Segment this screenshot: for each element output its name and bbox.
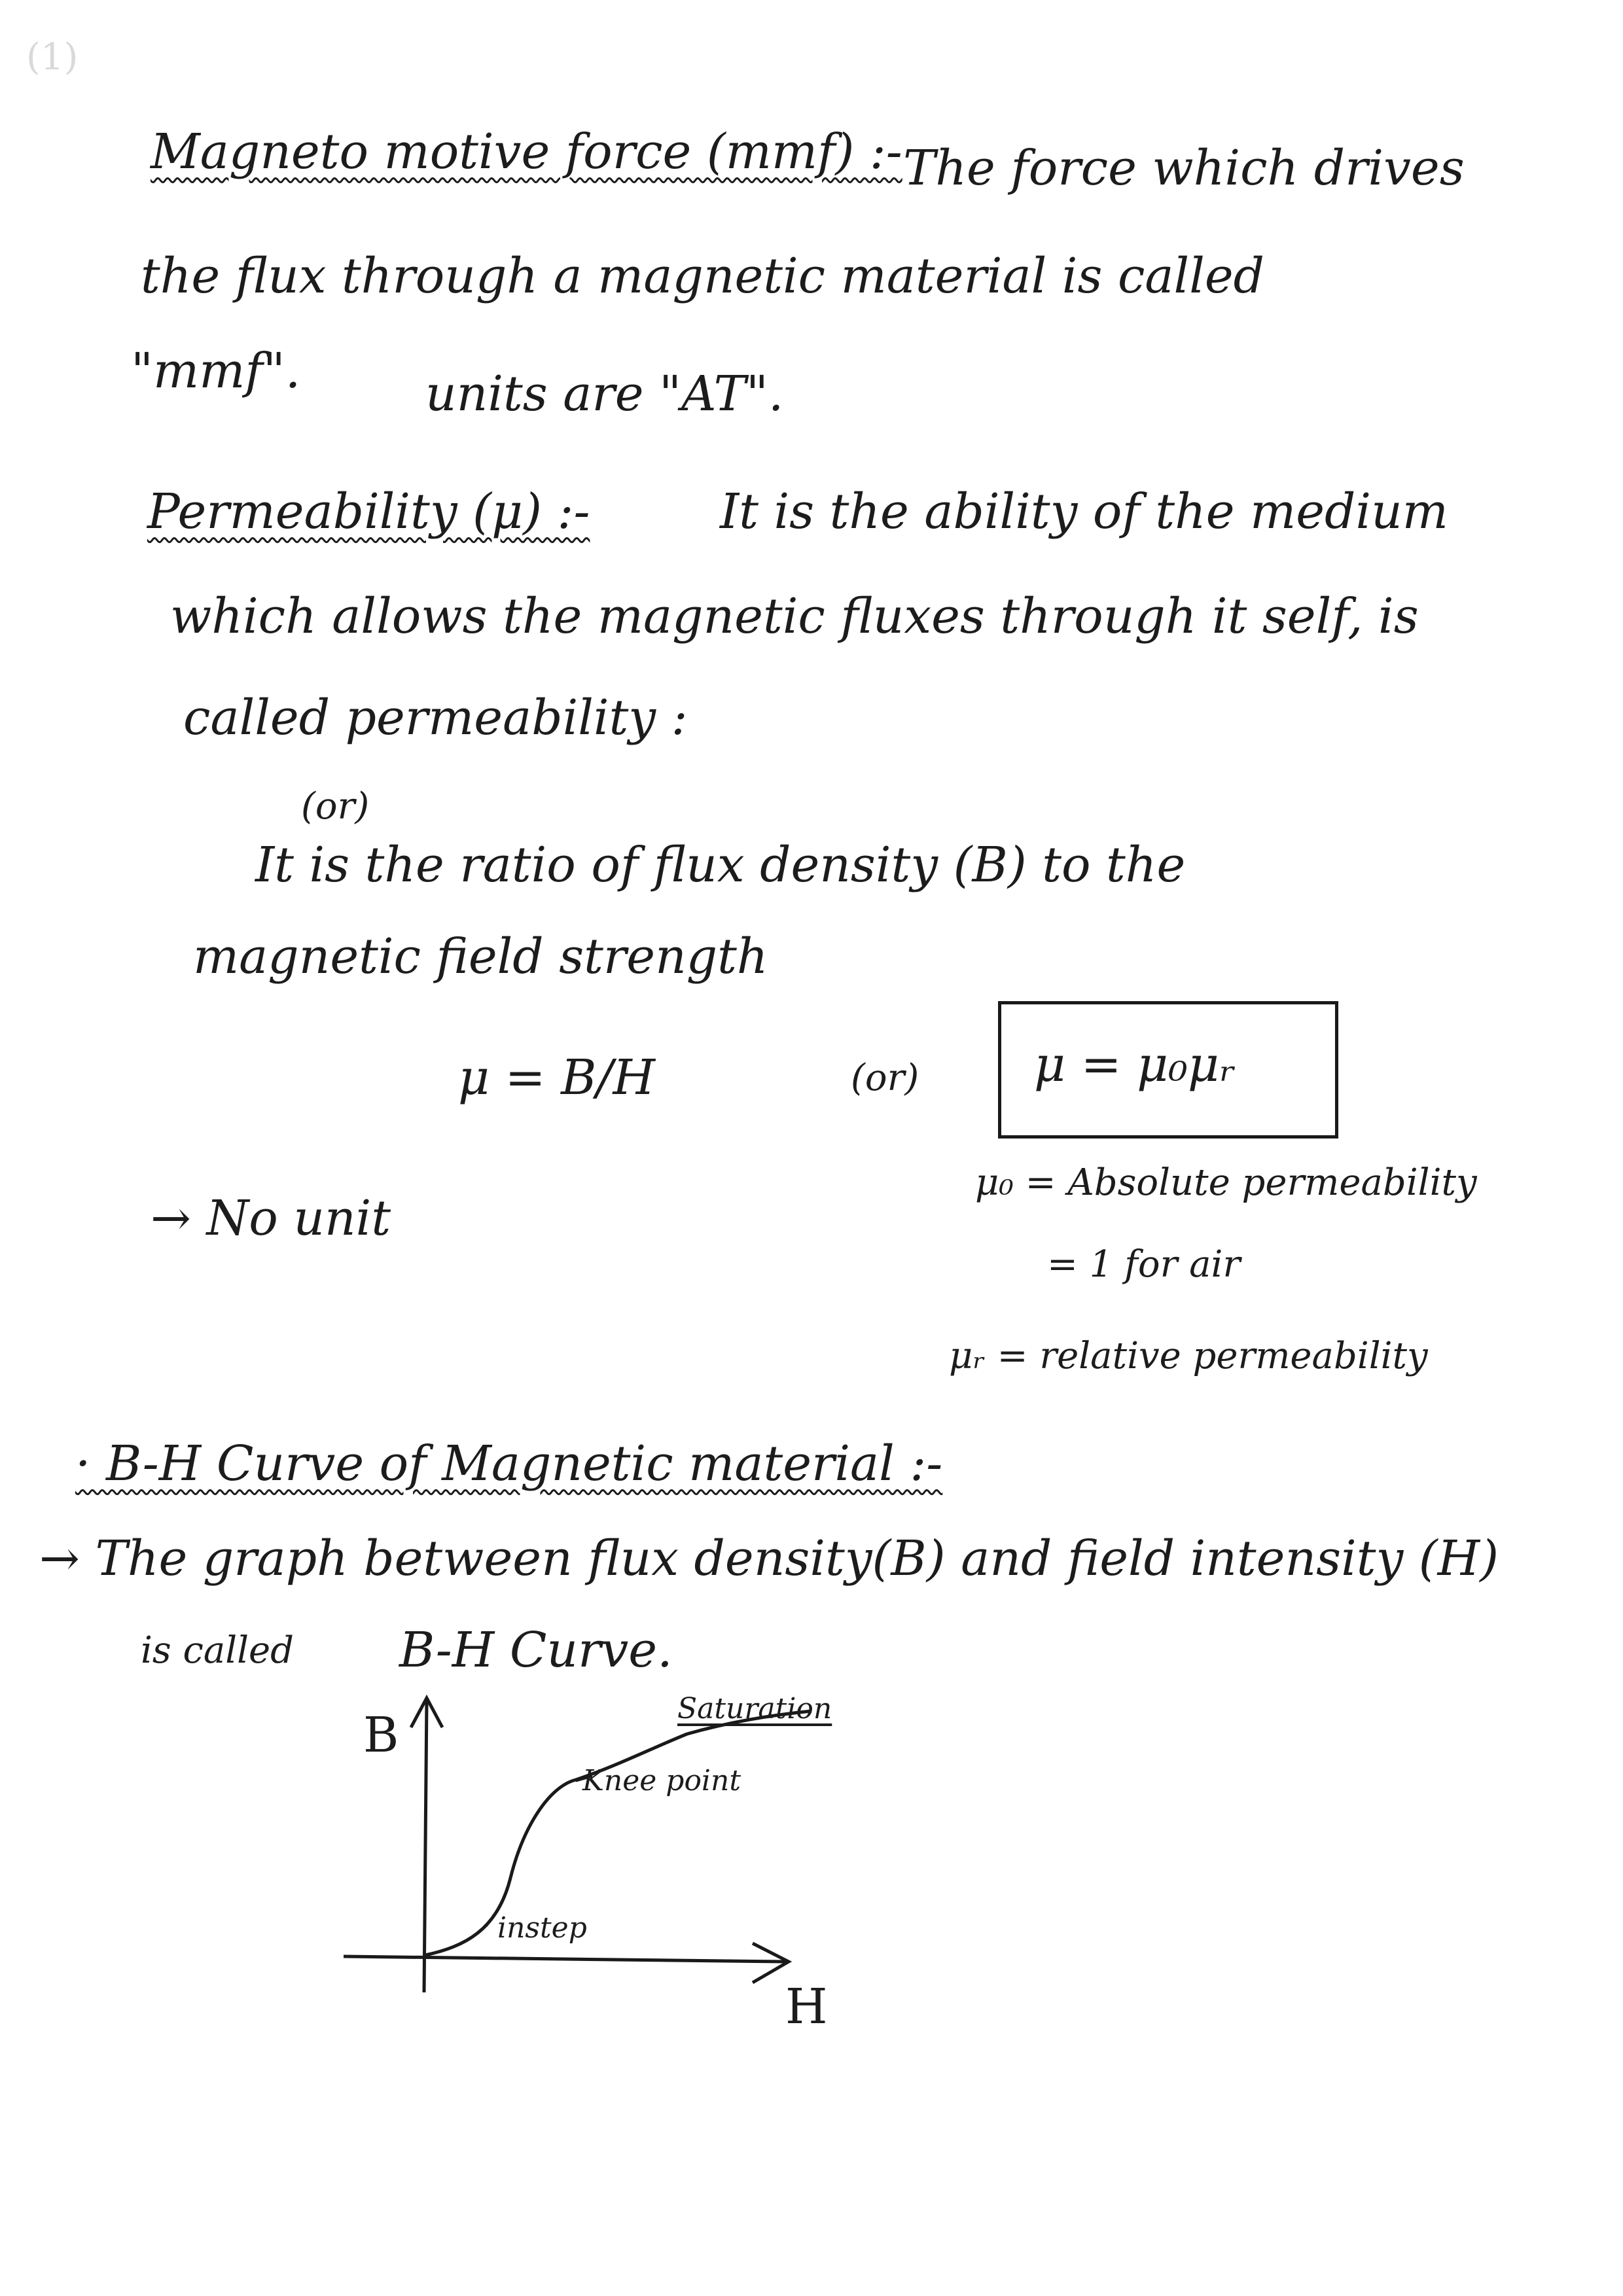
page-number: (1) — [26, 36, 79, 79]
permeability-line5: magnetic field strength — [193, 928, 768, 985]
formula-mu-mu0-mur: μ = μ₀μᵣ — [1034, 1036, 1236, 1093]
permeability-line4: It is the ratio of flux density (B) to the — [255, 837, 1186, 893]
bh-heading: · B-H Curve of Magnetic material :- — [75, 1436, 943, 1492]
mu0-air-value: = 1 for air — [1047, 1243, 1241, 1286]
no-unit-note: → No unit — [151, 1190, 391, 1246]
mmf-units: units are "AT". — [425, 366, 784, 422]
permeability-line3: called permeability : — [183, 690, 688, 746]
formula-mu-b-h: μ = B/H — [458, 1050, 655, 1106]
bh-x-label: H — [785, 1979, 828, 2035]
mmf-term: "mmf". — [131, 343, 301, 399]
bh-y-label: B — [363, 1707, 399, 1763]
bh-curve-line — [425, 1711, 812, 1955]
mu0-definition: μ₀ = Absolute permeability — [975, 1161, 1477, 1204]
mmf-line2: the flux through a magnetic material is called — [141, 248, 1265, 304]
instep-label: instep — [497, 1911, 587, 1945]
permeability-heading: Permeability (μ) :- — [147, 484, 590, 540]
mmf-line1: The force which drives — [903, 140, 1465, 196]
mmf-heading: Magneto motive force (mmf) :- — [151, 124, 902, 180]
knee-point-label: Knee point — [582, 1764, 741, 1797]
bh-y-axis — [424, 1701, 427, 1992]
bh-line2-b: B-H Curve. — [399, 1622, 673, 1678]
bh-x-axis — [344, 1956, 785, 1962]
bh-line2-a: is called — [141, 1629, 294, 1672]
permeability-line1: It is the ability of the medium — [720, 484, 1448, 540]
mur-definition: μᵣ = relative permeability — [949, 1335, 1428, 1377]
or-label-1: (or) — [301, 785, 370, 828]
bh-line1: → The graph between flux density(B) and field intensity (H) — [39, 1530, 1499, 1587]
saturation-label: Saturation — [677, 1692, 832, 1725]
or-label-2: (or) — [851, 1057, 919, 1099]
permeability-line2: which allows the magnetic fluxes through it self, is — [170, 588, 1419, 645]
